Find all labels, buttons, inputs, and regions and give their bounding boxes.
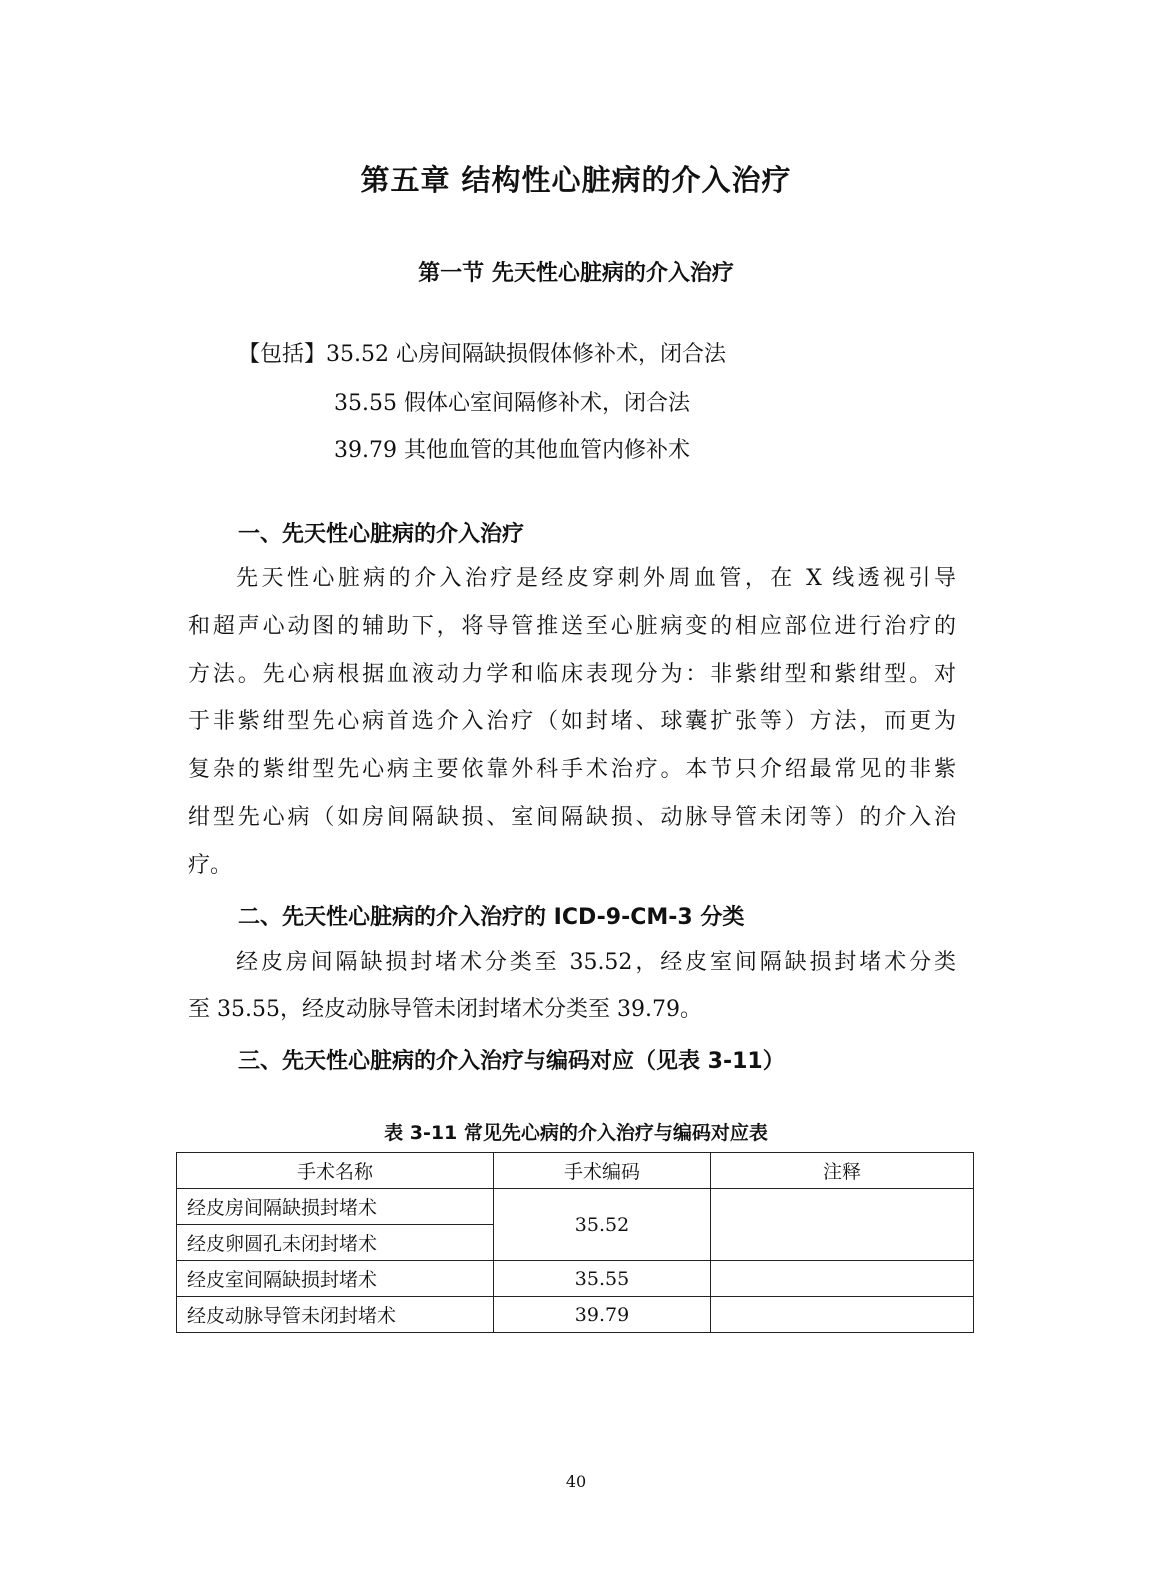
header-name: 手术名称 [177,1153,494,1189]
includes-text: 心房间隔缺损假体修补术，闭合法 [396,342,727,367]
heading-1: 一、先天性心脏病的介入治疗 [238,522,525,547]
paragraph-line: 疗。 [188,853,233,878]
page-number: 40 [565,1472,587,1491]
cell-code: 35.52 [494,1189,711,1261]
code-table [176,1152,974,1333]
heading-3: 三、先天性心脏病的介入治疗与编码对应（见表 3-11） [238,1049,785,1074]
table-caption: 表 3-11 常见先心病的介入治疗与编码对应表 [384,1122,768,1144]
paragraph-line: 经皮房间隔缺损封堵术分类至 35.52，经皮室间隔缺损封堵术分类 [236,950,956,975]
header-code: 手术编码 [494,1153,711,1189]
cell-note [711,1189,974,1261]
cell-note [711,1297,974,1333]
includes-code: 35.55 [334,391,397,416]
table-row [177,1189,974,1225]
paragraph-line: 复杂的紫绀型先心病主要依靠外科手术治疗。本节只介绍最常见的非紫 [188,757,956,782]
includes-line-2 [334,389,690,419]
includes-code: 39.79 [334,438,397,463]
paragraph-line: 至 35.55，经皮动脉导管未闭封堵术分类至 39.79。 [188,997,702,1022]
table-header-row [177,1153,974,1189]
header-note: 注释 [711,1153,974,1189]
paragraph-line: 和超声心动图的辅助下，将导管推送至心脏病变的相应部位进行治疗的 [188,614,956,639]
includes-line-1 [238,340,726,370]
paragraph-line: 方法。先心病根据血液动力学和临床表现分为：非紫绀型和紫绀型。对 [188,662,956,687]
cell-name: 经皮室间隔缺损封堵术 [177,1261,494,1297]
cell-code: 39.79 [494,1297,711,1333]
paragraph-line: 先天性心脏病的介入治疗是经皮穿刺外周血管，在 X 线透视引导 [236,566,956,591]
cell-name: 经皮卵圆孔未闭封堵术 [177,1225,494,1261]
chapter-title: 第五章 结构性心脏病的介入治疗 [360,163,792,197]
cell-note [711,1261,974,1297]
includes-text: 假体心室间隔修补术，闭合法 [404,391,691,416]
cell-name: 经皮动脉导管未闭封堵术 [177,1297,494,1333]
paragraph-line: 于非紫绀型先心病首选介入治疗（如封堵、球囊扩张等）方法，而更为 [188,709,956,734]
includes-line-3 [334,436,690,466]
cell-name: 经皮房间隔缺损封堵术 [177,1189,494,1225]
table-row [177,1261,974,1297]
cell-code: 35.55 [494,1261,711,1297]
includes-text: 其他血管的其他血管内修补术 [404,438,691,463]
paragraph-line: 绀型先心病（如房间隔缺损、室间隔缺损、动脉导管未闭等）的介入治 [188,805,956,830]
includes-label: 【包括】 [238,342,327,367]
table-row [177,1297,974,1333]
section-title: 第一节 先天性心脏病的介入治疗 [418,261,734,286]
heading-2: 二、先天性心脏病的介入治疗的 ICD-9-CM-3 分类 [238,905,745,930]
includes-code: 35.52 [326,342,389,367]
